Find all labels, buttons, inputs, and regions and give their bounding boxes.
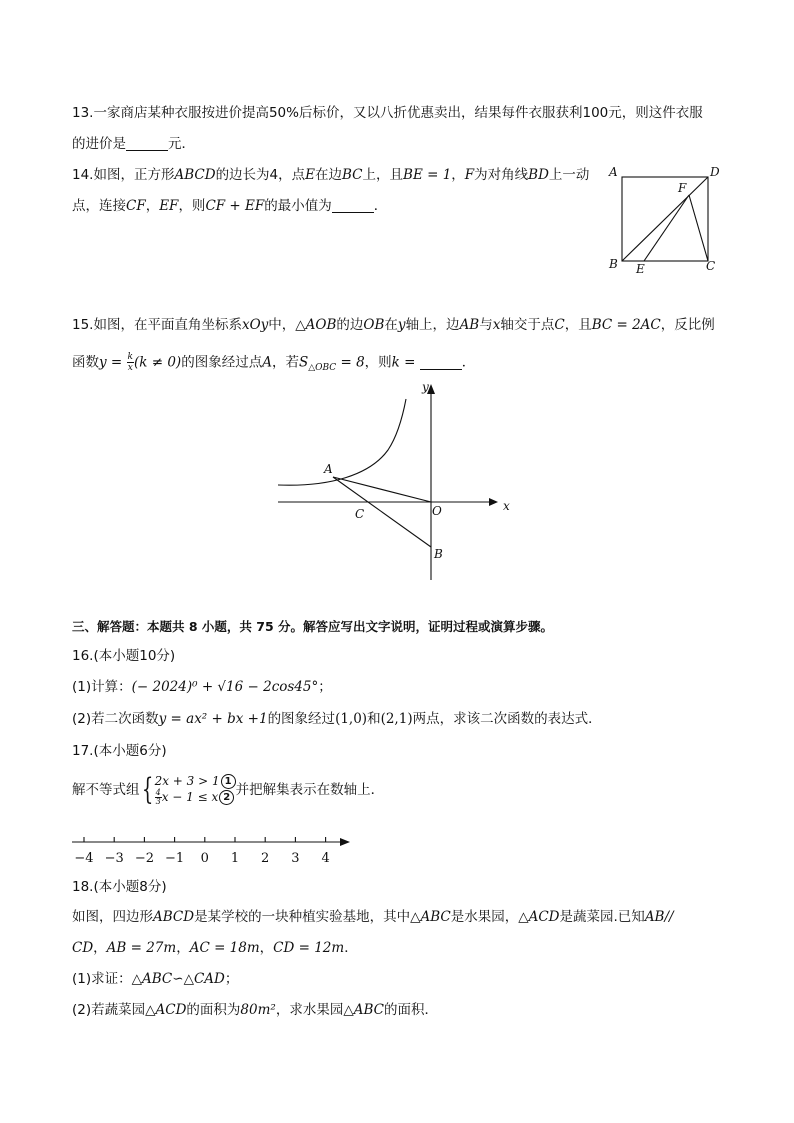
fraction-k-over-x: $\frac{k}{x}$ [127,352,133,373]
q18-line1: 如图，四边形ABCD是某学校的一块种植实验基地，其中△ABC是水果园，△ACD是蔬菜园.已知AB// [72,909,674,925]
label-c: C [355,507,365,521]
q15-coordinate-figure [270,375,530,585]
hyperbola-curve [278,399,406,485]
q16-part1: (1)计算：(− 2024)⁰ + √16 − 2cos45°； [72,679,332,695]
number-line-tick-label: 2 [261,851,270,866]
q17-title: 17.(本小题6分) [72,743,167,759]
number-line-tick-label: −3 [104,851,124,866]
q16-part2: (2)若二次函数y = ax² + bx +1的图象经过(1,0)和(2,1)两点，求该二次函数的表达式． [72,711,602,727]
brace: { [141,772,153,807]
q18-title: 18.(本小题8分) [72,879,167,895]
segment-ao [333,477,431,502]
label-e: E [636,262,645,276]
number-line-tick-label: −4 [74,851,94,866]
number-line-tick-label: 4 [321,851,330,866]
segment-ef [644,195,689,261]
number-line-tick-label: −1 [165,851,185,866]
label-b: B [434,547,443,561]
label-o: O [432,504,442,518]
number-line-tick-label: 3 [291,851,300,866]
diagonal-bd [622,177,708,261]
number-line [68,832,358,872]
answer-blank [332,198,374,213]
q18-part1: (1)求证：△ABC∽△CAD； [72,971,239,987]
number-line-arrow [340,838,350,846]
inequality-system: 2x + 3 > 1 1 $\frac{4}{3}$ x − 1 ≤ x 2 [155,774,236,806]
q13-line1: 13.一家商店某种衣服按进价提高50%后标价，又以八折优惠卖出，结果每件衣服获利100元，则这件衣服 [72,105,703,121]
q18-line2: CD，AB = 27m，AC = 18m，CD = 12m． [72,940,358,956]
q17-system: 解不等式组{ 2x + 3 > 1 1 $\frac{4}{3}$ x − 1 ≤ x 2 并把解集表示在数轴上． [72,772,385,807]
number-line-tick-label: 0 [200,851,209,866]
circled-number-1: 1 [221,774,236,789]
circled-number-2: 2 [219,790,234,805]
answer-blank [420,355,462,370]
q14-line2: 点，连接CF，EF，则CF + EF的最小值为 ． [72,198,388,214]
x-axis-arrow [489,498,498,506]
q13-line2: 的进价是 元． [72,136,195,152]
segment-ab [333,477,431,547]
label-c: C [706,259,716,273]
label-a: A [324,462,333,476]
number-line-tick-label: 1 [230,851,240,866]
label-a: A [609,165,618,179]
label-y: y [422,380,429,394]
segment-cf [689,195,708,261]
number-line-tick-label: −2 [134,851,154,866]
label-x: x [503,499,510,513]
q15-line2: 函数y = $\frac{k}{x}$ (k ≠ 0)的图象经过点A，若$S_{\triangle OBC} = 8$，则k = ． [72,352,476,374]
label-d: D [710,165,720,179]
q15-line1: 15.如图，在平面直角坐标系xOy中，△AOB的边OB在y轴上，边AB与x轴交于点C，且BC = 2AC，反比例 [72,317,715,333]
section-heading: 三、解答题：本题共 8 小题，共 75 分。解答应写出文字说明，证明过程或演算步骤。 [72,619,554,634]
q18-part2: (2)若蔬菜园△ACD的面积为80m²，求水果园△ABC的面积． [72,1002,438,1018]
q16-title: 16.(本小题10分) [72,648,176,664]
q14-line1: 14.如图，正方形ABCD的边长为4，点E在边BC上，且BE = 1，F为对角线BD上一动 [72,167,590,183]
answer-blank [126,136,168,151]
label-f: F [678,181,687,195]
label-b: B [609,257,618,271]
q14-square-figure [600,160,730,280]
